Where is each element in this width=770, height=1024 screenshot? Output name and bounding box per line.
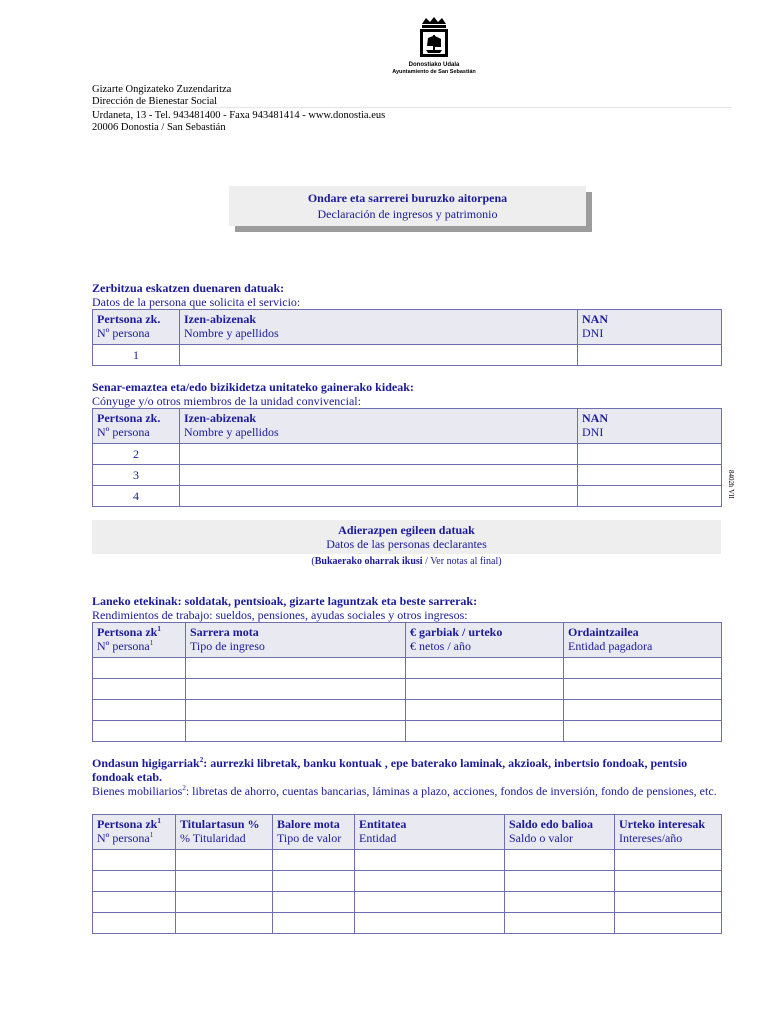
movable-table <box>92 814 722 934</box>
cell[interactable] <box>93 913 176 934</box>
applicant-heading-es: Datos de la persona que solicita el servicio: <box>92 295 301 309</box>
table-row <box>93 486 722 507</box>
members-table <box>92 408 722 507</box>
col-income-type: Sarrera mota Tipo de ingreso <box>186 623 406 658</box>
work-income-heading-es: Rendimientos de trabajo: sueldos, pensiones, ayudas sociales y otros ingresos: <box>92 608 468 622</box>
col-balance: Saldo edo balioa Saldo o valor <box>505 815 615 850</box>
department <box>92 84 231 108</box>
cell[interactable] <box>615 892 722 913</box>
cell[interactable] <box>273 892 355 913</box>
cell[interactable] <box>505 892 615 913</box>
col-entity: Entitatea Entidad <box>355 815 505 850</box>
cell[interactable] <box>176 892 273 913</box>
applicant-heading <box>92 281 300 309</box>
col-ownership: Titulartasun % % Titularidad <box>176 815 273 850</box>
logo-name-eu: Donostiako Udala <box>408 62 460 68</box>
table-row <box>93 913 722 934</box>
table-header <box>93 623 722 658</box>
table-row <box>93 345 722 366</box>
col-name: Izen-abizenak Nombre y apellidos <box>180 310 578 345</box>
note-separator: / <box>422 556 431 567</box>
cell[interactable] <box>355 871 505 892</box>
col-payer: Ordaintzailea Entidad pagadora <box>564 623 722 658</box>
cell[interactable] <box>186 721 406 742</box>
col-person-number: Pertsona zk. Nº persona <box>93 310 180 345</box>
work-income-heading-eu: Laneko etekinak: soldatak, pentsioak, gizarte laguntzak eta beste sarrerak: <box>92 594 478 608</box>
col-interest: Urteko interesak Intereses/año <box>615 815 722 850</box>
cell[interactable] <box>273 871 355 892</box>
cell[interactable] <box>406 679 564 700</box>
col-person-number: Pertsona zk. Nº persona <box>93 409 180 444</box>
table-row <box>93 658 722 679</box>
declarants-eu: Adierazpen egileen datuak <box>338 523 475 537</box>
table-row <box>93 892 722 913</box>
work-income-heading <box>92 594 477 622</box>
cell[interactable] <box>93 679 186 700</box>
cell[interactable] <box>186 658 406 679</box>
name-field[interactable] <box>180 486 578 507</box>
movable-heading-eu: Ondasun higigarriak$^2$: aurrezki libretak, banku kontuak , epe baterako laminak, akzioak, inbertsio fondoak, pentsio fondoak etab. <box>92 756 688 784</box>
cell[interactable] <box>564 700 722 721</box>
name-field[interactable] <box>180 345 578 366</box>
note-es: Ver notas al final <box>430 556 499 567</box>
dni-field[interactable] <box>578 486 722 507</box>
name-field[interactable] <box>180 465 578 486</box>
cell[interactable] <box>273 913 355 934</box>
cell[interactable] <box>93 721 186 742</box>
department-eu: Gizarte Ongizateko Zuzendaritza <box>92 84 232 95</box>
cell[interactable] <box>186 700 406 721</box>
col-name: Izen-abizenak Nombre y apellidos <box>180 409 578 444</box>
note-eu: Bukaerako oharrak ikusi <box>314 556 423 567</box>
col-dni: NAN DNI <box>578 409 722 444</box>
cell[interactable] <box>176 850 273 871</box>
cell[interactable] <box>93 850 176 871</box>
applicant-heading-eu: Zerbitzua eskatzen duenaren datuak: <box>92 281 285 295</box>
cell[interactable] <box>176 871 273 892</box>
cell[interactable] <box>564 721 722 742</box>
cell[interactable] <box>93 658 186 679</box>
cell[interactable] <box>615 913 722 934</box>
cell[interactable] <box>355 850 505 871</box>
notes-reference: (Bukaerako oharrak ikusi / Ver notas al final) <box>311 556 502 567</box>
declarants-banner <box>92 520 721 554</box>
cell[interactable] <box>505 913 615 934</box>
members-heading-es: Cónyuge y/o otros miembros de la unidad convivencial: <box>92 394 361 408</box>
cell[interactable] <box>564 679 722 700</box>
address <box>92 110 385 134</box>
movable-heading <box>92 756 721 798</box>
address-line1: Urdaneta, 13 - Tel. 943481400 - Faxa 943481414 - www.donostia.eus <box>92 110 386 121</box>
divider <box>92 107 732 108</box>
cell[interactable] <box>273 850 355 871</box>
address-line2: 20006 Donostia / San Sebastián <box>92 122 226 133</box>
cell[interactable] <box>186 679 406 700</box>
cell[interactable] <box>505 850 615 871</box>
table-row <box>93 444 722 465</box>
table-row <box>93 871 722 892</box>
cell[interactable] <box>615 871 722 892</box>
form-title-eu: Ondare eta sarrerei buruzko aitorpena <box>307 191 508 205</box>
declarants-es: Datos de las personas declarantes <box>326 537 487 551</box>
applicant-table <box>92 309 722 366</box>
form-title-es: Declaración de ingresos y patrimonio <box>317 207 498 221</box>
movable-heading-es: Bienes mobiliarios$^2$: libretas de ahorro, cuentas bancarias, láminas a plazo, acciones, fondos de inversión, fondo de pensiones, etc. <box>92 784 717 798</box>
name-field[interactable] <box>180 444 578 465</box>
person-number: 2 <box>93 444 180 465</box>
person-number: 4 <box>93 486 180 507</box>
cell[interactable] <box>355 892 505 913</box>
col-net-amount: € garbiak / urteko € netos / año <box>406 623 564 658</box>
cell[interactable] <box>176 913 273 934</box>
cell[interactable] <box>564 658 722 679</box>
table-header <box>93 310 722 345</box>
dni-field[interactable] <box>578 444 722 465</box>
cell[interactable] <box>615 850 722 871</box>
department-es: Dirección de Bienestar Social <box>92 96 218 107</box>
person-number: 3 <box>93 465 180 486</box>
city-logo <box>392 16 476 75</box>
table-row <box>93 721 722 742</box>
table-row <box>93 850 722 871</box>
col-dni: NAN DNI <box>578 310 722 345</box>
table-row <box>93 700 722 721</box>
coat-of-arms-icon <box>414 16 454 60</box>
cell[interactable] <box>93 871 176 892</box>
table-header <box>93 409 722 444</box>
cell[interactable] <box>505 871 615 892</box>
cell[interactable] <box>406 658 564 679</box>
work-income-table <box>92 622 722 742</box>
members-heading-eu: Senar-emaztea eta/edo bizikidetza unitateko gainerako kideak: <box>92 380 414 394</box>
form-code: 8402h VII <box>727 470 735 499</box>
cell[interactable] <box>406 700 564 721</box>
person-number: 1 <box>93 345 180 366</box>
cell[interactable] <box>355 913 505 934</box>
col-asset-type: Balore mota Tipo de valor <box>273 815 355 850</box>
cell[interactable] <box>406 721 564 742</box>
cell[interactable] <box>93 892 176 913</box>
table-row <box>93 465 722 486</box>
dni-field[interactable] <box>578 345 722 366</box>
dni-field[interactable] <box>578 465 722 486</box>
table-row <box>93 679 722 700</box>
logo-name-es: Ayuntamiento de San Sebastián <box>392 69 476 75</box>
col-person-number: Pertsona $zk^1$ Nº persona$^1$ <box>93 623 186 658</box>
cell[interactable] <box>93 700 186 721</box>
members-heading <box>92 380 414 408</box>
table-header <box>93 815 722 850</box>
form-title <box>229 186 586 226</box>
col-person-number: Pertsona $zk^1$ Nº persona$^1$ <box>93 815 176 850</box>
